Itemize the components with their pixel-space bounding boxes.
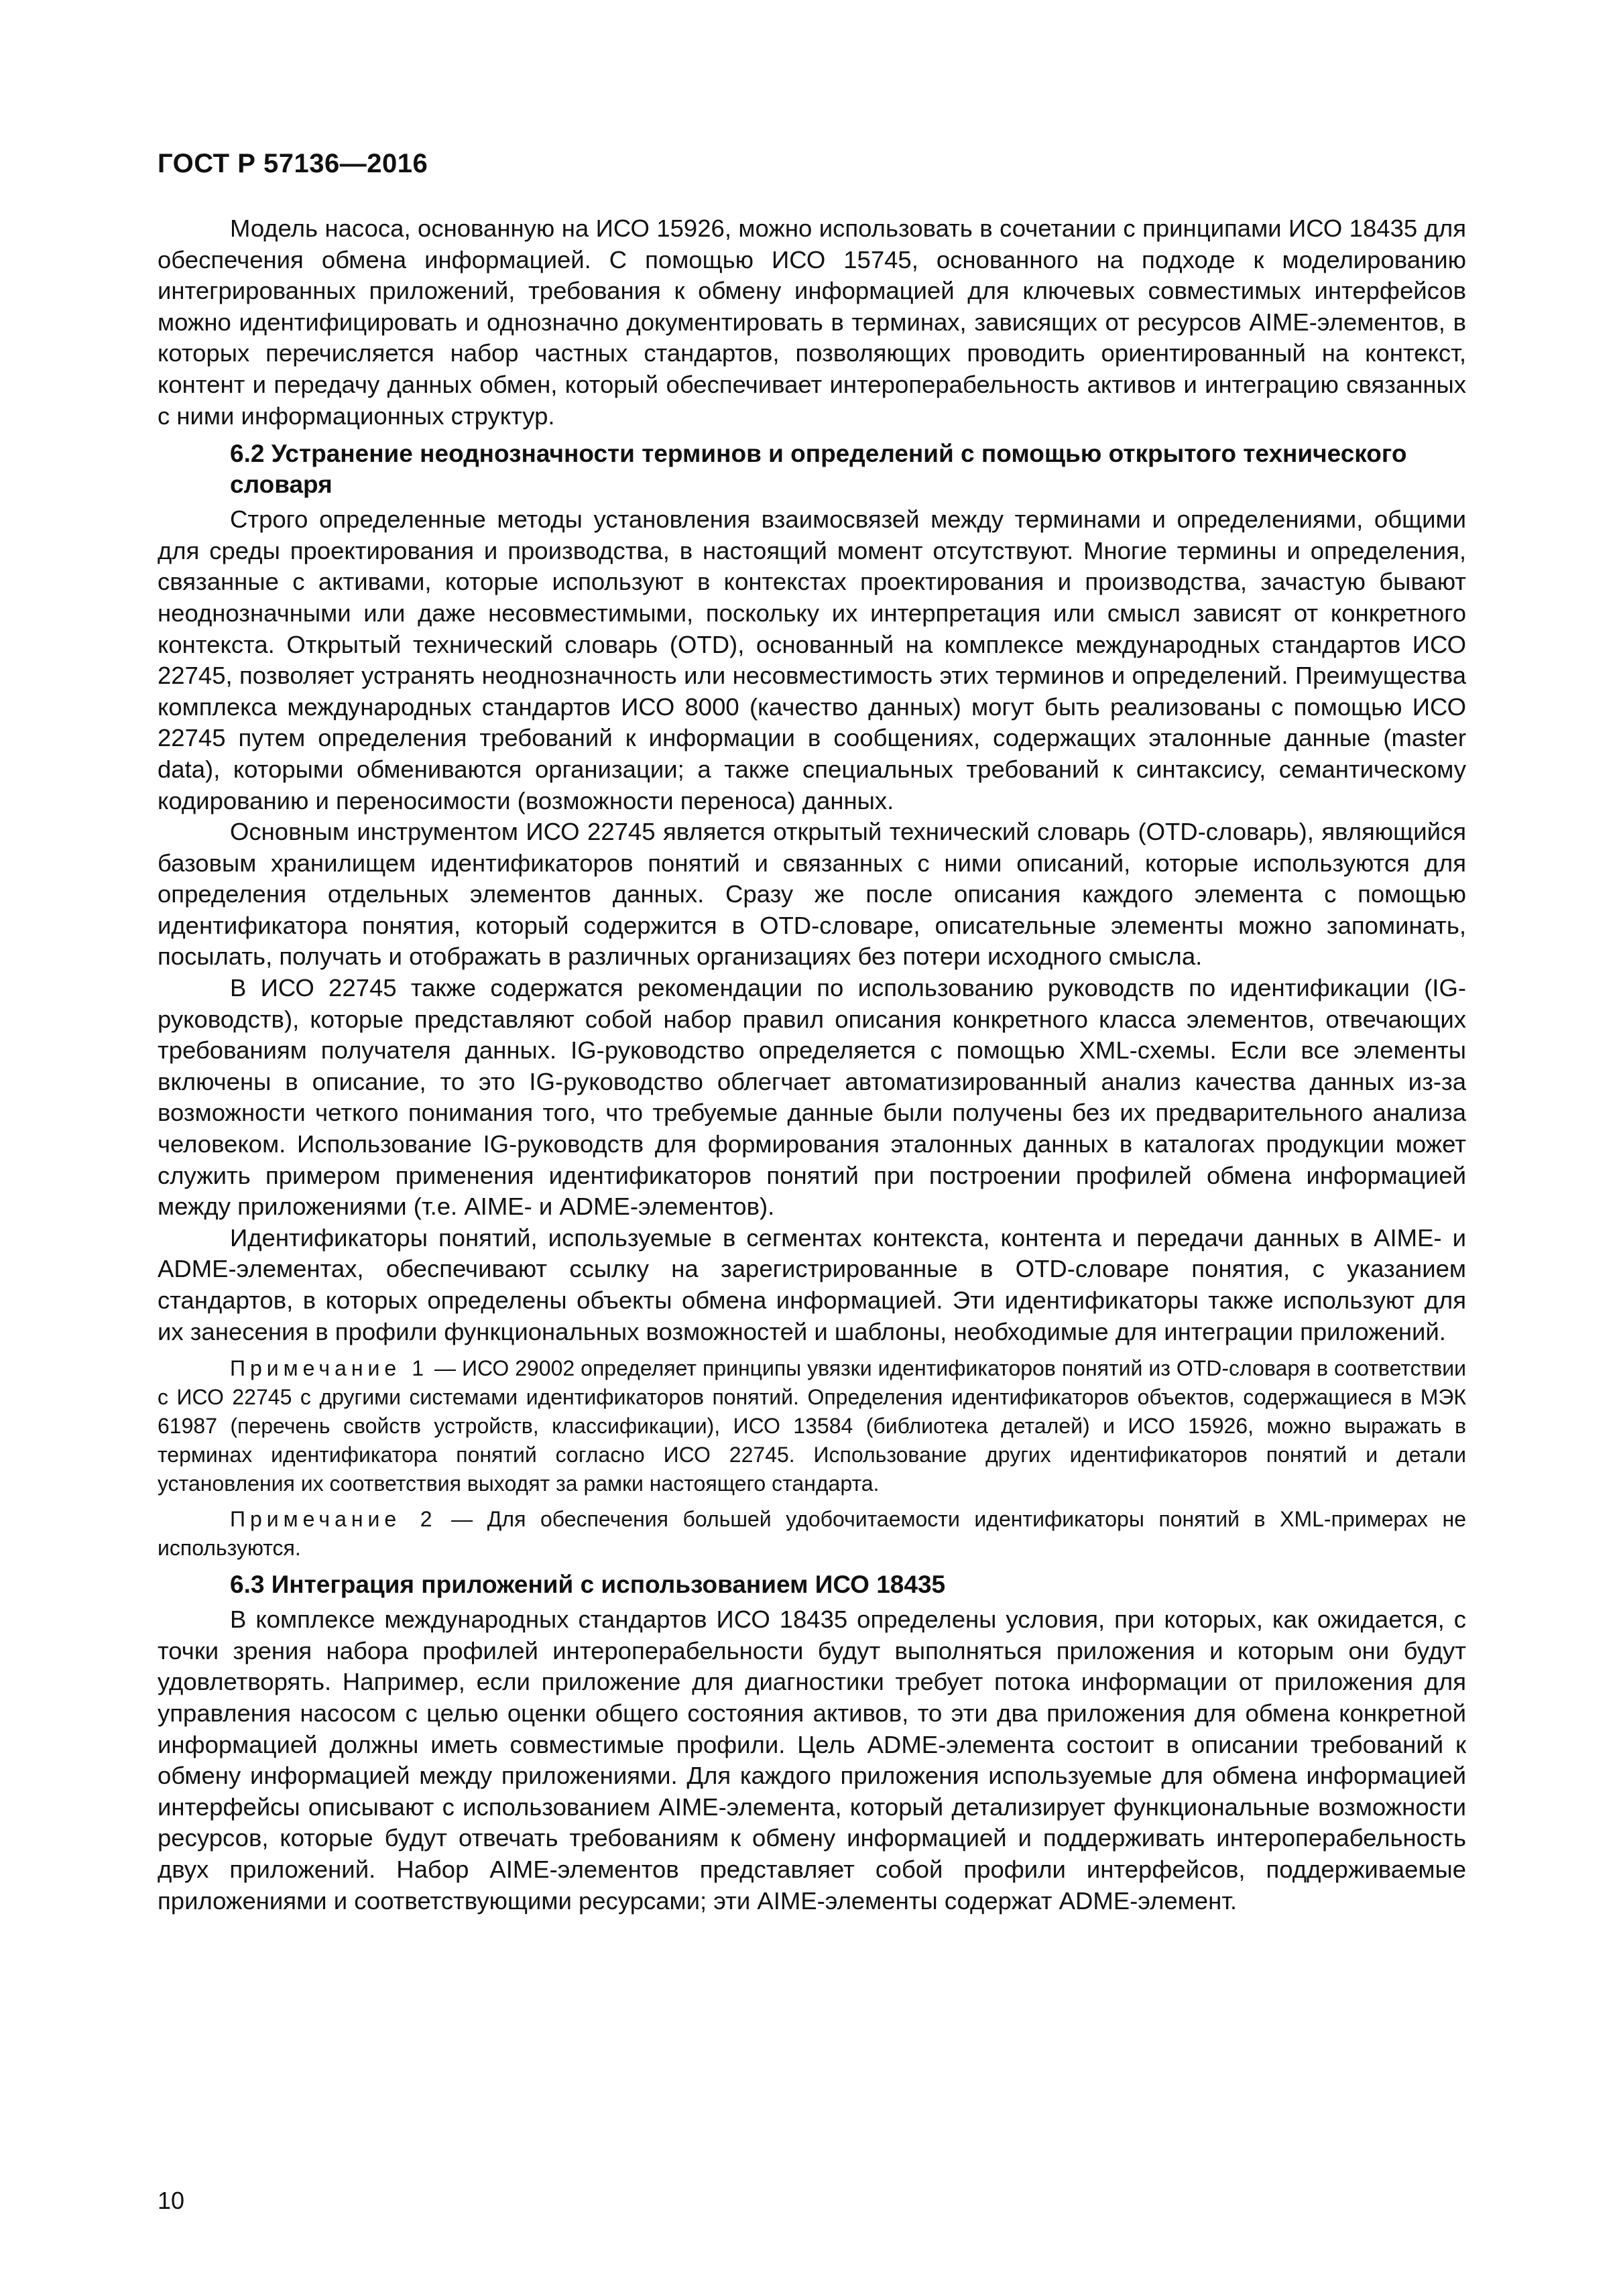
note-1-text: — ИСО 29002 определяет принципы увязки идентификаторов понятий из OTD-словаря в соответствии с ИСО 22745 с другими системами идентификаторов понятий. Определения идентификаторов объектов, содержащиеся в МЭК 61987 (перечень свойств устройств, классификации), ИСО 13584 (библиотека деталей) и ИСО 15926, можно выражать в терминах идентификатора понятий согласно ИСО 22745. Использование других идентификаторов понятий и детали установления их соответствия выходят за рамки настоящего стандарта. — [158, 1356, 1467, 1496]
page-number: 10 — [158, 2187, 185, 2214]
intro-paragraph: Модель насоса, основанную на ИСО 15926, можно использовать в сочетании с принципами ИСО 18435 для обеспечения обмена информацией. С помощью ИСО 15745, основанного на подходе к моделированию интегрированных приложений, требования к обмену информацией для ключевых совместимых интерфейсов можно идентифицировать и однозначно документировать в терминах, зависящих от ресурсов AIME-элементов, в которых перечисляется набор частных стандартов, позволяющих проводить ориентированный на контекст, контент и передачу данных обмен, который обеспечивает интероперабельность активов и интеграцию связанных с ними информационных структур. — [158, 215, 1466, 430]
note-1 — [158, 1354, 1466, 1498]
section-6-2-paragraph-1: Строго определенные методы установления взаимосвязей между терминами и определениями, общими для среды проектирования и производства, в настоящий момент отсутствуют. Многие термины и определения, связанные с активами, которые используют в контекстах проектирования и производства, зачастую бывают неоднозначными или даже несовместимыми, поскольку их интерпретация или смысл зависят от конкретного контекста. Открытый технический словарь (OTD), основанный на комплексе международных стандартов ИСО 22745, позволяет устранять неоднозначность или несовместимость этих терминов и определений. Преимущества комплекса международных стандартов ИСО 8000 (качество данных) могут быть реализованы с помощью ИСО 22745 путем определения требований к информации в сообщениях, содержащих эталонные данные (master data), которыми обмениваются организации; а также специальных требований к синтаксису, семантическому кодированию и переносимости (возможности переноса) данных. — [158, 505, 1466, 814]
note-2 — [158, 1505, 1466, 1563]
section-6-3-paragraph-1: В комплексе международных стандартов ИСО 18435 определены условия, при которых, как ожидается, с точки зрения набора профилей интероперабельности будут выполняться приложения и которым они будут удовлетворять. Например, если приложение для диагностики требует потока информации от приложения для управления насосом с целью оценки общего состояния активов, то эти два приложения для обмена конкретной информацией должны иметь совместимые профили. Цель ADME-элемента состоит в описании требований к обмену информацией между приложениями. Для каждого приложения используемые для обмена информацией интерфейсы описывают с использованием AIME-элемента, который детализирует функциональные возможности ресурсов, которые будут отвечать требованиям к обмену информацией и поддерживать интероперабельность двух приложений. Набор AIME-элементов представляет собой профили интерфейсов, поддерживаемые приложениями и соответствующими ресурсами; эти AIME-элементы содержат ADME-элемент. — [158, 1606, 1466, 1915]
document-number-header: ГОСТ Р 57136—2016 — [158, 149, 428, 178]
page-content — [158, 213, 1466, 1917]
section-6-2-heading: 6.2 Устранение неоднозначности терминов и определений с помощью открытого технического словаря — [230, 440, 1407, 499]
section-6-2-paragraph-2: Основным инструментом ИСО 22745 является открытый технический словарь (OTD-словарь), являющийся базовым хранилищем идентификаторов понятий и связанных с ними описаний, которые используются для определения отдельных элементов данных. Сразу же после описания каждого элемента с помощью идентификатора понятия, который содержится в OTD-словаре, описательные элементы можно запоминать, посылать, получать и отображать в различных организациях без потери исходного смысла. — [158, 818, 1466, 971]
section-6-2-paragraph-4: Идентификаторы понятий, используемые в сегментах контекста, контента и передачи данных в AIME- и ADME-элементах, обеспечивают ссылку на зарегистрированные в OTD-словаре понятия, с указанием стандартов, в которых определены объекты обмена информацией. Эти идентификаторы также используют для их занесения в профили функциональных возможностей и шаблоны, необходимые для интеграции приложений. — [158, 1223, 1466, 1345]
note-2-text: — Для обеспечения большей удобочитаемости идентификаторы понятий в XML-примерах не используются. — [158, 1507, 1466, 1561]
section-6-3-heading: 6.3 Интеграция приложений с использованием ИСО 18435 — [230, 1571, 946, 1599]
note-1-label: Примечание 1 — [230, 1356, 428, 1381]
section-6-2-paragraph-3: В ИСО 22745 также содержатся рекомендации по использованию руководств по идентификации (IG-руководств), которые представляют собой набор правил описания конкретного класса элементов, отвечающих требованиям получателя данных. IG-руководство определяется с помощью XML-схемы. Если все элементы включены в описание, то это IG-руководство облегчает автоматизированный анализ качества данных из-за возможности четкого понимания того, что требуемые данные были получены без их предварительного анализа человеком. Использование IG-руководств для формирования эталонных данных в каталогах продукции может служить примером применения идентификаторов понятий при построении профилей обмена информацией между приложениями (т.е. AIME- и ADME-элементов). — [158, 974, 1466, 1221]
note-2-label: Примечание 2 — [230, 1507, 437, 1532]
